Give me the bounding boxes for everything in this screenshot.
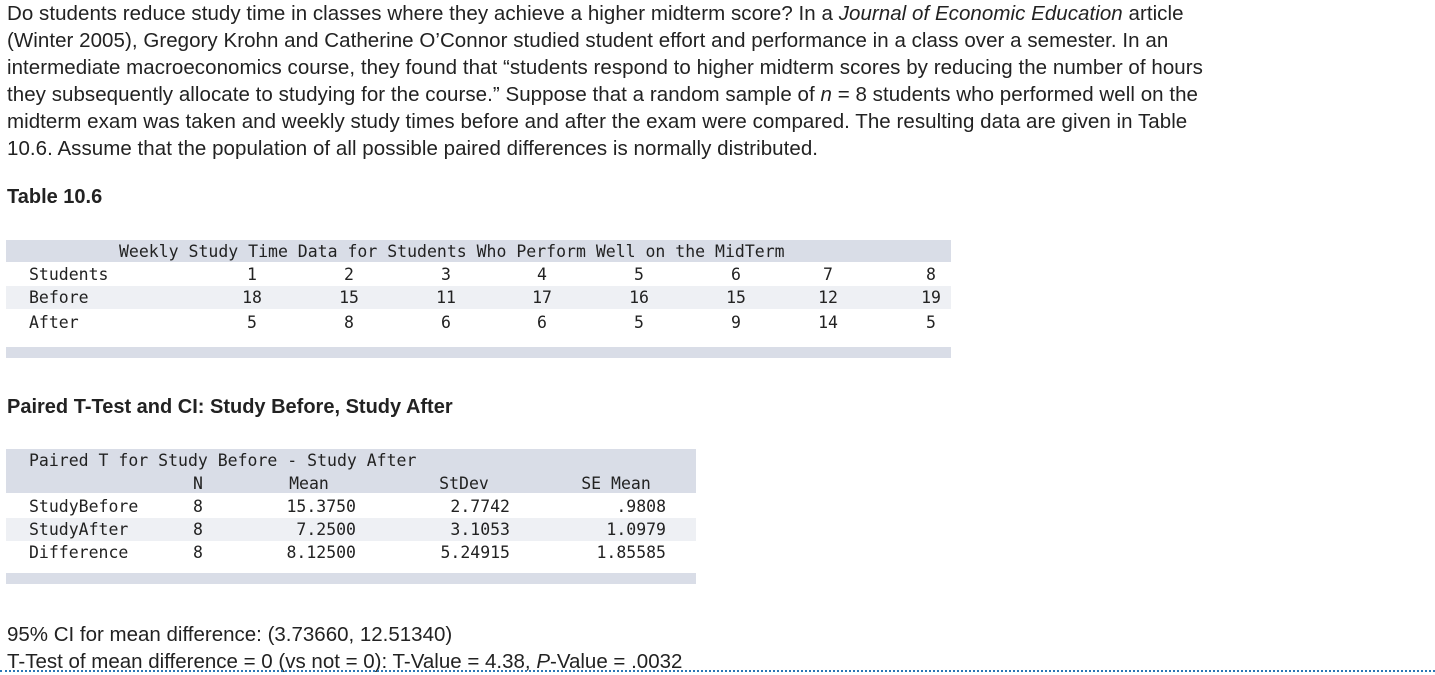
ttest-column-header-row (6, 472, 696, 495)
journal-name: Journal of Economic Education (838, 2, 1123, 25)
table-cell: 6 (441, 313, 451, 332)
table-cell: 11 (436, 288, 456, 307)
table-cell: 8 (193, 520, 203, 539)
table-cell: 1 (247, 265, 257, 284)
table-cell: .9808 (616, 497, 666, 516)
table-caption-row (6, 240, 951, 263)
table-caption: Weekly Study Time Data for Students Who Perform Well on the MidTerm (119, 242, 785, 261)
table-cell: 9 (731, 313, 741, 332)
table-cell: 1.85585 (596, 543, 666, 562)
study-time-table (6, 240, 951, 358)
table-cell: 2 (344, 265, 354, 284)
column-header: Mean (289, 474, 329, 493)
n-symbol: n (820, 83, 832, 106)
table-cell: 16 (629, 288, 649, 307)
paired-ttest-table (6, 449, 696, 584)
table-cell: 5.24915 (440, 543, 510, 562)
table-cell: 5 (926, 313, 936, 332)
table-cell: 8 (193, 543, 203, 562)
confidence-interval-text: 95% CI for mean difference: (3.73660, 12.51340) (7, 623, 453, 646)
table-cell: 19 (921, 288, 941, 307)
intro-line-6: 10.6. Assume that the population of all possible paired differences is normally distributed. (7, 137, 819, 160)
table-10-6-title: Table 10.6 (7, 186, 103, 208)
intro-line-3: intermediate macroeconomics course, they found that “students respond to higher midterm scores by reducing the number of hours (7, 56, 1203, 79)
row-label: StudyBefore (29, 497, 139, 516)
table-cell: 6 (731, 265, 741, 284)
ttest-heading-row (6, 449, 696, 472)
ttest-result-text: T-Test of mean difference = 0 (vs not = 0): T-Value = 4.38, P-Value = .0032 (7, 650, 683, 673)
ttest-heading: Paired T for Study Before - Study After (29, 451, 417, 470)
table-row (6, 495, 696, 518)
column-header: StDev (439, 474, 489, 493)
dotted-underline-rule (0, 670, 1435, 672)
table-cell: 5 (634, 313, 644, 332)
table-cell: 5 (247, 313, 257, 332)
intro-line-4: they subsequently allocate to studying for the course.” Suppose that a random sample of n = 8 students who performed well on the (7, 83, 1198, 106)
table-footer-band (6, 573, 696, 584)
row-label: StudyAfter (29, 520, 129, 539)
table-cell: 6 (537, 313, 547, 332)
table-row (6, 263, 951, 286)
table-row (6, 311, 951, 334)
table-cell: 15 (339, 288, 359, 307)
table-cell: 5 (634, 265, 644, 284)
table-row (6, 541, 696, 564)
paired-ttest-title: Paired T-Test and CI: Study Before, Study After (7, 396, 453, 418)
table-cell: 2.7742 (450, 497, 510, 516)
p-symbol: P (536, 650, 550, 673)
intro-line-2: (Winter 2005), Gregory Krohn and Catherine O’Connor studied student effort and performance in a class over a semester. In an (7, 29, 1169, 52)
table-cell: 7.2500 (296, 520, 356, 539)
table-cell: 3 (441, 265, 451, 284)
table-cell: 15.3750 (286, 497, 356, 516)
column-header: SE Mean (581, 474, 651, 493)
intro-line-5: midterm exam was taken and weekly study times before and after the exam were compared. The resulting data are given in Table (7, 110, 1188, 133)
table-cell: 7 (823, 265, 833, 284)
column-header: N (193, 474, 203, 493)
table-row (6, 286, 951, 309)
row-label: After (29, 313, 79, 332)
problem-statement (7, 0, 1427, 162)
table-cell: 14 (818, 313, 838, 332)
row-label: Students (29, 265, 109, 284)
intro-line-1: Do students reduce study time in classes where they achieve a higher midterm score? In a Journal of Economic Education article (7, 2, 1184, 25)
table-cell: 18 (242, 288, 262, 307)
table-row (6, 518, 696, 541)
table-cell: 8 (344, 313, 354, 332)
table-cell: 1.0979 (606, 520, 666, 539)
table-cell: 8.12500 (286, 543, 356, 562)
row-label: Before (29, 288, 89, 307)
table-cell: 12 (818, 288, 838, 307)
table-cell: 8 (926, 265, 936, 284)
table-footer-band (6, 347, 951, 358)
table-cell: 3.1053 (450, 520, 510, 539)
table-cell: 8 (193, 497, 203, 516)
table-cell: 17 (532, 288, 552, 307)
table-cell: 4 (537, 265, 547, 284)
table-cell: 15 (726, 288, 746, 307)
row-label: Difference (29, 543, 129, 562)
